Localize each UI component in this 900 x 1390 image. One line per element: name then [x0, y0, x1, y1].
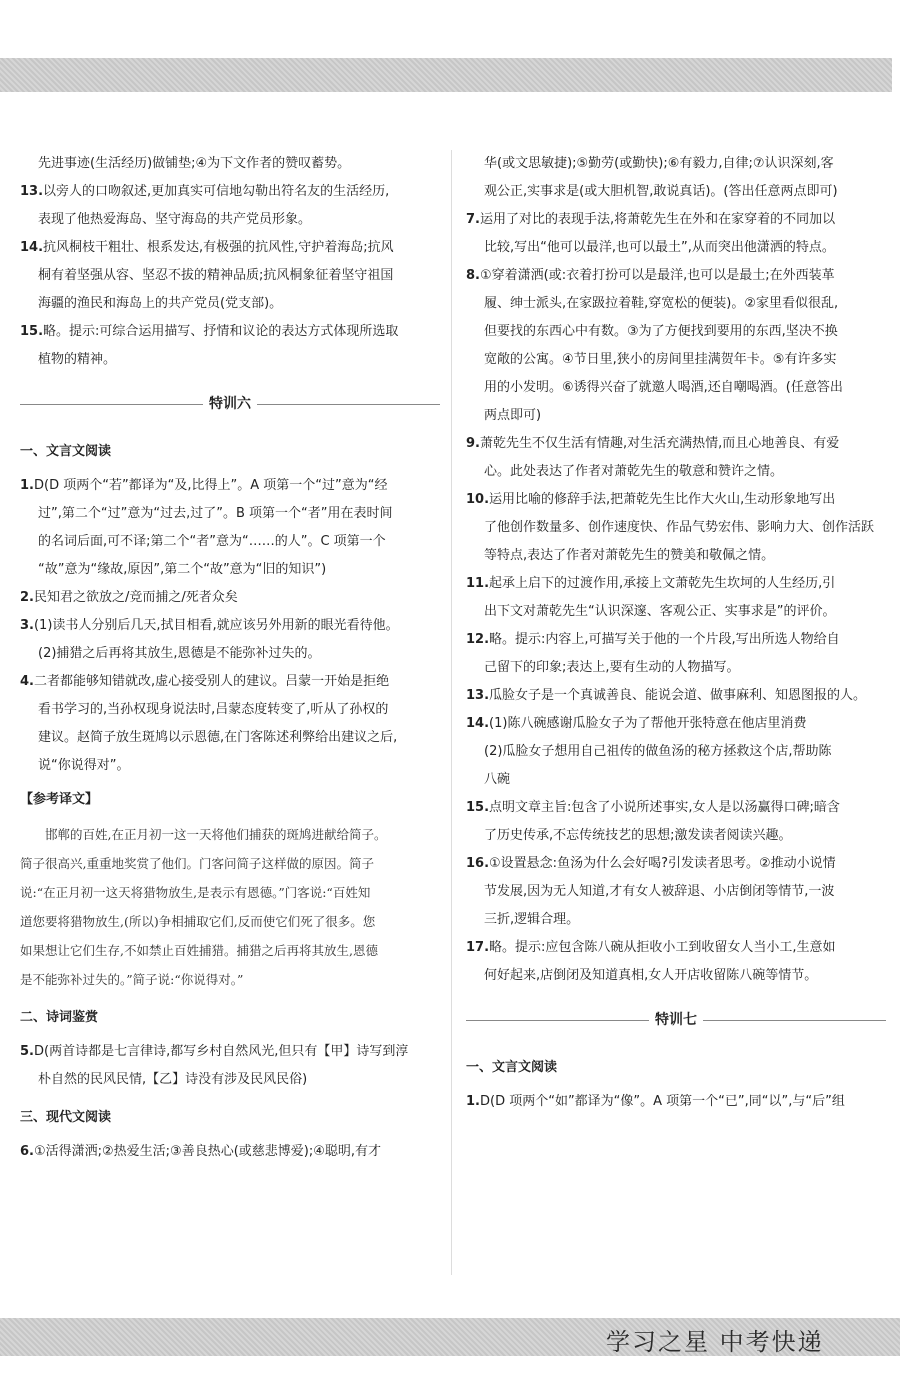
answer-number: 5. [20, 1044, 34, 1059]
answer-line [20, 556, 440, 584]
answer-line [466, 402, 886, 430]
answer-text: 运用比喻的修辞手法,把萧乾先生比作大火山,生动形象地写出 [489, 492, 836, 507]
answer-text: 看书学习的,当孙权现身说法时,吕蒙态度转变了,听从了孙权的 [38, 702, 389, 717]
answer-item [20, 318, 440, 346]
answer-text: 己留下的印象;表达上,要有生动的人物描写。 [484, 660, 740, 675]
answer-item [466, 850, 886, 878]
right-column [466, 150, 886, 1116]
answer-item [20, 150, 440, 178]
answer-line [466, 514, 886, 542]
answer-text: 节发展,因为无人知道,才有女人被辞退、小店倒闭等情节,一波 [484, 884, 835, 899]
answer-text: 三折,逻辑合理。 [484, 912, 580, 927]
answer-text: D(D 项两个“如”都译为“像”。A 项第一个“已”,同“以”,与“后”组 [479, 1094, 845, 1109]
answer-item [466, 206, 886, 234]
answer-number: 3. [20, 618, 34, 633]
answer-text: (1)陈八碗感谢瓜脸女子为了帮他开张特意在他店里消费 [489, 716, 807, 731]
answer-line [20, 346, 440, 374]
answer-text: 建议。赵简子放生斑鸠以示恩德,在门客陈述利弊给出建议之后, [38, 730, 398, 745]
answer-number: 12. [466, 632, 490, 647]
answer-line [466, 878, 886, 906]
answer-item [466, 430, 886, 458]
answer-item [466, 150, 886, 178]
answer-number: 2. [20, 590, 34, 605]
left-column [20, 150, 440, 1166]
answer-line [466, 962, 886, 990]
answer-item [20, 1038, 440, 1066]
answer-text: 但要找的东西心中有数。③为了方便找到要用的东西,坚决不换 [484, 324, 838, 339]
answer-text: 华(或文思敏捷);⑤勤劳(或勤快);⑥有毅力,自律;⑦认识深刻,客 [484, 156, 834, 171]
answer-text: 说“你说得对”。 [38, 758, 130, 773]
answer-text: 宽敞的公寓。④节日里,狭小的房间里挂满贺年卡。⑤有许多实 [484, 352, 837, 367]
answer-line [20, 528, 440, 556]
answer-text: 海疆的渔民和海岛上的共产党员(党支部)。 [38, 296, 283, 311]
answer-number: 4. [20, 674, 34, 689]
answer-text: D(两首诗都是七言律诗,都写乡村自然风光,但只有【甲】诗写到淳 [33, 1044, 409, 1059]
answer-text: (2)捕猎之后再将其放生,恩德是不能弥补过失的。 [38, 646, 321, 661]
answer-line [466, 598, 886, 626]
answer-text: 略。提示:内容上,可描写关于他的一个片段,写出所选人物给自 [489, 632, 840, 647]
answer-item [466, 486, 886, 514]
answer-number: 6. [20, 1144, 34, 1159]
answer-item [466, 626, 886, 654]
answer-text: 了他创作数量多、创作速度快、作品气势宏伟、影响力大、创作活跃 [484, 520, 875, 535]
answer-number: 17. [466, 940, 490, 955]
reference-translation-line: 道您要将猎物放生,(所以)争相捕取它们,反而使它们死了很多。您 [20, 914, 376, 929]
answer-item [466, 794, 886, 822]
answer-text: 二者都能够知错就改,虚心接受别人的建议。吕蒙一开始是拒绝 [33, 674, 390, 689]
section-divider-six: 特训六 [20, 390, 440, 418]
answer-text: 两点即可) [484, 408, 542, 423]
answer-number: 14. [466, 716, 490, 731]
section-title-modern: 三、现代文阅读 [20, 1110, 112, 1125]
reference-translation-title: 【参考译文】 [20, 792, 99, 807]
header-band [0, 58, 892, 92]
answer-line [466, 374, 886, 402]
answer-number: 9. [466, 436, 480, 451]
answer-item [20, 472, 440, 500]
answer-text: 等特点,表达了作者对萧乾先生的赞美和敬佩之情。 [484, 548, 775, 563]
reference-translation-line: 邯郸的百姓,在正月初一这一天将他们捕获的斑鸠进献给简子。 [45, 827, 387, 842]
answer-item [20, 234, 440, 262]
answer-line [466, 766, 886, 794]
answer-text: 植物的精神。 [38, 352, 117, 367]
answer-text: 八碗 [484, 772, 511, 787]
reference-translation-line: 是不能弥补过失的。”简子说:“你说得对。” [20, 972, 244, 987]
answer-text: 民知君之欲放之/竞而捕之/死者众矣 [33, 590, 238, 605]
answer-number: 7. [466, 212, 480, 227]
answer-line [20, 1066, 440, 1094]
answer-text: ①活得潇洒;②热爱生活;③善良热心(或慈悲博爱);④聪明,有才 [33, 1144, 382, 1159]
answer-number: 13. [466, 688, 490, 703]
answer-item [466, 710, 886, 738]
answer-text: 以旁人的口吻叙述,更加真实可信地勾勒出符名友的生活经历, [43, 184, 390, 199]
section-title-classical-2: 一、文言文阅读 [466, 1060, 558, 1075]
answer-item [20, 612, 440, 640]
section-title-poetry: 二、诗词鉴赏 [20, 1010, 99, 1025]
reference-translation-line: 简子很高兴,重重地奖赏了他们。门客问简子这样做的原因。简子 [20, 856, 374, 871]
answer-line [20, 696, 440, 724]
reference-translation-line: 说:“在正月初一这天将猎物放生,是表示有恩德。”门客说:“百姓知 [20, 885, 371, 900]
answer-text: 运用了对比的表现手法,将萧乾先生在外和在家穿着的不同加以 [479, 212, 836, 227]
answer-line [466, 738, 886, 766]
answer-item [20, 178, 440, 206]
answer-number: 14. [20, 240, 44, 255]
section-divider-seven: 特训七 [466, 1006, 886, 1034]
answer-text: 用的小发明。⑥诱得兴奋了就邀人喝酒,还自嘲喝酒。(任意答出 [484, 380, 843, 395]
answer-number: 10. [466, 492, 490, 507]
answer-text: 表现了他热爱海岛、坚守海岛的共产党员形象。 [38, 212, 312, 227]
reference-translation-line: 如果想让它们生存,不如禁止百姓捕猎。捕猎之后再将其放生,恩德 [20, 943, 378, 958]
answer-item [466, 934, 886, 962]
answer-line [20, 206, 440, 234]
answer-item [466, 1088, 886, 1116]
answer-text: 观公正,实事求是(或大胆机智,敢说真话)。(答出任意两点即可) [484, 184, 838, 199]
answer-item [20, 1138, 440, 1166]
brand-logo-text: 学习之星 中考快递 [606, 1328, 824, 1356]
answer-line [466, 346, 886, 374]
answer-text: 出下文对萧乾先生“认识深邃、客观公正、实事求是”的评价。 [484, 604, 836, 619]
answer-line [20, 262, 440, 290]
answer-text: 桐有着坚强从容、坚忍不拔的精神品质;抗风桐象征着坚守祖国 [38, 268, 394, 283]
answer-text: 比较,写出“他可以最洋,也可以最土”,从而突出他潇洒的特点。 [484, 240, 835, 255]
answer-number: 1. [20, 478, 34, 493]
section-title-classical: 一、文言文阅读 [20, 444, 112, 459]
answer-line [466, 822, 886, 850]
answer-number: 13. [20, 184, 44, 199]
answer-item [466, 570, 886, 598]
answer-text: “故”意为“缘故,原因”,第二个“故”意为“旧的知识”) [38, 562, 327, 577]
answer-text: 起承上启下的过渡作用,承接上文萧乾先生坎坷的人生经历,引 [489, 576, 836, 591]
answer-line [20, 640, 440, 668]
answer-number: 15. [466, 800, 490, 815]
answer-item [20, 584, 440, 612]
answer-line [466, 318, 886, 346]
answer-line [466, 290, 886, 318]
answer-text: 先进事迹(生活经历)做铺垫;④为下文作者的赞叹蓄势。 [38, 156, 351, 171]
answer-line [466, 906, 886, 934]
answer-text: 过”,第二个“过”意为“过去,过了”。B 项第一个“者”用在表时间 [38, 506, 393, 521]
answer-text: D(D 项两个“若”都译为“及,比得上”。A 项第一个“过”意为“经 [33, 478, 388, 493]
answer-text: ①穿着潇洒(或:衣着打扮可以是最洋,也可以是最土;在外西装革 [479, 268, 835, 283]
answer-number: 16. [466, 856, 490, 871]
answer-line [466, 542, 886, 570]
answer-text: 履、绅士派头,在家趿拉着鞋,穿宽松的便装)。②家里看似很乱, [484, 296, 839, 311]
answer-text: ①设置悬念:鱼汤为什么会好喝?引发读者思考。②推动小说情 [489, 856, 836, 871]
answer-text: 何好起来,店倒闭及知道真相,女人开店收留陈八碗等情节。 [484, 968, 818, 983]
answer-line [20, 500, 440, 528]
answer-number: 15. [20, 324, 44, 339]
answer-number: 8. [466, 268, 480, 283]
answer-text: 的名词后面,可不译;第二个“者”意为“……的人”。C 项第一个 [38, 534, 386, 549]
answer-number: 11. [466, 576, 490, 591]
answer-text: 萧乾先生不仅生活有情趣,对生活充满热情,而且心地善良、有爱 [479, 436, 840, 451]
answer-text: 瓜脸女子是一个真诚善良、能说会道、做事麻利、知恩图报的人。 [489, 688, 867, 703]
answer-text: 点明文章主旨:包含了小说所述事实,女人是以汤赢得口碑;暗含 [489, 800, 840, 815]
answer-line [20, 290, 440, 318]
answer-number: 1. [466, 1094, 480, 1109]
answer-text: (1)读书人分别后几天,拭目相看,就应该另外用新的眼光看待他。 [33, 618, 399, 633]
answer-line [466, 654, 886, 682]
answer-item [466, 262, 886, 290]
answer-line [466, 178, 886, 206]
answer-text: 了历史传承,不忘传统技艺的思想;激发读者阅读兴趣。 [484, 828, 792, 843]
answer-line [20, 724, 440, 752]
answer-item [466, 682, 886, 710]
answer-text: 心。此处表达了作者对萧乾先生的敬意和赞许之情。 [484, 464, 784, 479]
answer-line [20, 752, 440, 780]
answer-text: 朴自然的民风民情,【乙】诗没有涉及民风民俗) [38, 1072, 308, 1087]
answer-text: (2)瓜脸女子想用自己祖传的做鱼汤的秘方拯救这个店,帮助陈 [484, 744, 832, 759]
answer-line [466, 234, 886, 262]
answer-text: 略。提示:可综合运用描写、抒情和议论的表达方式体现所选取 [43, 324, 399, 339]
answer-text: 略。提示:应包含陈八碗从拒收小工到收留女人当小工,生意如 [489, 940, 836, 955]
answer-item [20, 668, 440, 696]
answer-line [466, 458, 886, 486]
answer-text: 抗风桐枝干粗壮、根系发达,有极强的抗风性,守护着海岛;抗风 [43, 240, 394, 255]
